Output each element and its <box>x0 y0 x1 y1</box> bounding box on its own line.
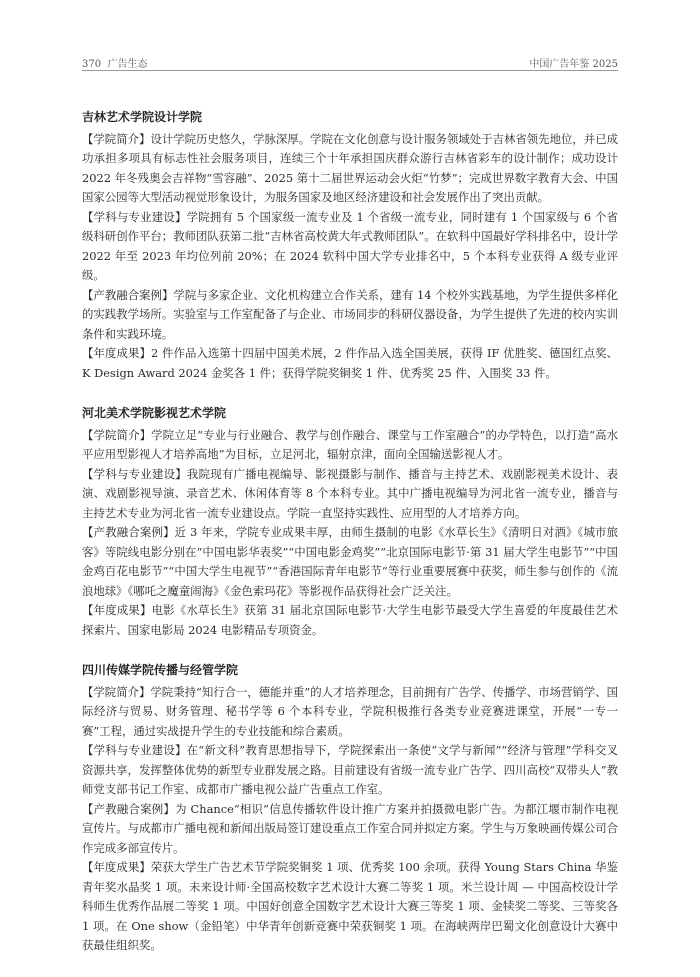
paragraph <box>82 286 618 345</box>
paragraph-text: 学院与多家企业、文化机构建立合作关系，建有 14 个校外实践基地，为学生提供多样化的实践教学场所。实验室与工作室配备了与企业、市场同步的科研仪器设备，为学生提供了先进的校内实训条件和实践环境。 <box>82 287 618 341</box>
paragraph <box>82 683 618 742</box>
college-title: 四川传媒学院传播与经管学院 <box>82 663 239 677</box>
paragraph-label: 【学院简介】 <box>82 684 151 699</box>
paragraph <box>82 344 618 383</box>
paragraph-text: 学院立足“专业与行业融合、教学与创作融合、课堂与工作室融合”的办学特色，以打造“高水平应用型影视人才培养高地”为目标，立足河北，辐射京津，面向全国输送影视人才。 <box>82 427 618 461</box>
paragraph-text: 近 3 年来，学院专业成果丰厚，由师生摄制的电影《水草长生》《清明日对酒》《城市旅客》等院线电影分别在“中国电影华表奖”“中国电影金鸡奖”“北京国际电影节·第 31 届大学生电影节”“中国金鸡百花电影节”“中国大学生电视节”“香港国际青年电影节”等行业重要展赛中获奖，师生参与创作的《流浪地球》《哪吒之魔童闹海》《金色索玛花》等影视作品获得社会广泛关注。 <box>82 525 618 598</box>
paragraph-label: 【年度成果】 <box>82 603 152 617</box>
college-section <box>82 108 618 383</box>
paragraph-label: 【学科与专业建设】 <box>82 743 187 757</box>
paragraph <box>82 858 618 956</box>
paragraph-text: 在“新文科”教育思想指导下，学院探索出一条使“文学与新闻”“经济与管理”学科交叉资源共享，发挥整体优势的新型专业群发展之路。目前建设有省级一流专业广告学、四川高校“双带头人”教师党支部书记工作室、成都市广播电视公益广告重点工作室。 <box>82 743 618 796</box>
paragraph-label: 【年度成果】 <box>82 346 151 360</box>
paragraph-label: 【产教融合案例】 <box>82 525 175 539</box>
paragraph-text: 设计学院历史悠久，学脉深厚。学院在文化创意与设计服务领域处于吉林省领先地位，并已成功承担多项具有标志性社会服务项目，连续三个十年承担国庆群众游行吉林省彩车的设计制作；成功设计 2022 年冬残奥会吉祥物“雪容融”、2025 第十二届世界运动会火炬“竹梦”；完成世界数字教育大会、中国国家公园等大型活动视觉形象设计，为服务国家及地区经济建设和社会发展作出了突出贡献。 <box>82 131 618 204</box>
paragraph-text: 为 Chance“相识”信息传播软件设计推广方案并拍摄微电影广告。为都江堰市制作电视宣传片。与成都市广播电视和新闻出版局签订建设重点工作室合同并拟定方案。学生与万象映画传媒公司合作完成多部宣传片。 <box>82 801 618 855</box>
paragraph-text: 学院拥有 5 个国家级一流专业及 1 个省级一流专业，同时建有 1 个国家级与 6 个省级科研创作平台；教师团队获第二批“吉林省高校黄大年式教师团队”。在软科中国最好学科排名中，设计学 2022 年至 2023 年均位列前 20%；在 2024 软科中国大学专业排名中，5 个本科专业获得 A 级专业评级。 <box>82 209 618 282</box>
paragraph <box>82 208 618 286</box>
college-title: 河北美术学院影视艺术学院 <box>82 406 227 420</box>
page-header <box>82 55 618 71</box>
paragraph-text: 学院秉持“知行合一，德能并重”的人才培养理念，目前拥有广告学、传播学、市场营销学、国际经济与贸易、财务管理、秘书学等 6 个本科专业，学院积极推行各类专业竞赛进课堂，开展“一专一赛”工程，通过实战提升学生的专业技能和综合素质。 <box>82 684 618 738</box>
paragraph-text: 我院现有广播电视编导、影视摄影与制作、播音与主持艺术、戏剧影视美术设计、表演、戏剧影视导演、录音艺术、休闲体育等 8 个本科专业。其中广播电视编导为河北省一流专业，播音与主持艺术专业为河北省一流专业建设点。学院一直坚持实践性、应用型的人才培养方向。 <box>82 466 618 520</box>
paragraph-label: 【学院简介】 <box>82 131 151 146</box>
publication-title: 中国广告年鉴 2025 <box>529 59 618 70</box>
paragraph-label: 【学科与专业建设】 <box>82 209 187 224</box>
paragraph <box>82 601 618 640</box>
paragraph <box>82 523 618 601</box>
paragraph-label: 【年度成果】 <box>82 860 151 874</box>
paragraph <box>82 741 618 800</box>
page-content <box>82 108 618 977</box>
paragraph-text: 荣获大学生广告艺术节学院奖铜奖 1 项、优秀奖 100 余项。获得 Young Stars China 华鉴青年奖水晶奖 1 项。未来设计师·全国高校数字艺术设计大赛二等奖 1 项。米兰设计周 — 中国高校设计学科师生优秀作品展二等奖 1 项。中国好创意全国数字艺术设计大赛三等奖 1 项、金犊奖二等奖、三等奖各 1 项。在 One show（金铅笔）中华青年创新竞赛中荣获铜奖 1 项。在海峡两岸巴蜀文化创意设计大赛中获最佳组织奖。 <box>82 860 618 952</box>
paragraph-label: 【学科与专业建设】 <box>82 466 187 481</box>
paragraph <box>82 426 618 465</box>
paragraph-text: 2 件作品入选第十四届中国美术展，2 件作品入选全国美展，获得 IF 优胜奖、德国红点奖、K Design Award 2024 金奖各 1 件；获得学院奖铜奖 1 件、优秀奖 25 件、入围奖 33 件。 <box>82 346 618 380</box>
page-number: 370 <box>82 59 102 70</box>
paragraph <box>82 800 618 859</box>
paragraph <box>82 465 618 524</box>
paragraph-label: 【产教融合案例】 <box>82 287 174 302</box>
paragraph-text: 电影《水草长生》获第 31 届北京国际电影节·大学生电影节最受大学生喜爱的年度最佳艺术探索片、国家电影局 2024 电影精品专项资金。 <box>82 603 618 637</box>
paragraph <box>82 130 618 208</box>
college-section <box>82 404 618 640</box>
page-header-left <box>82 55 147 70</box>
paragraph-label: 【学院简介】 <box>82 427 152 442</box>
college-title: 吉林艺术学院设计学院 <box>82 110 203 124</box>
paragraph-label: 【产教融合案例】 <box>82 801 176 816</box>
college-section <box>82 661 618 956</box>
section-name: 广告生态 <box>107 59 148 70</box>
